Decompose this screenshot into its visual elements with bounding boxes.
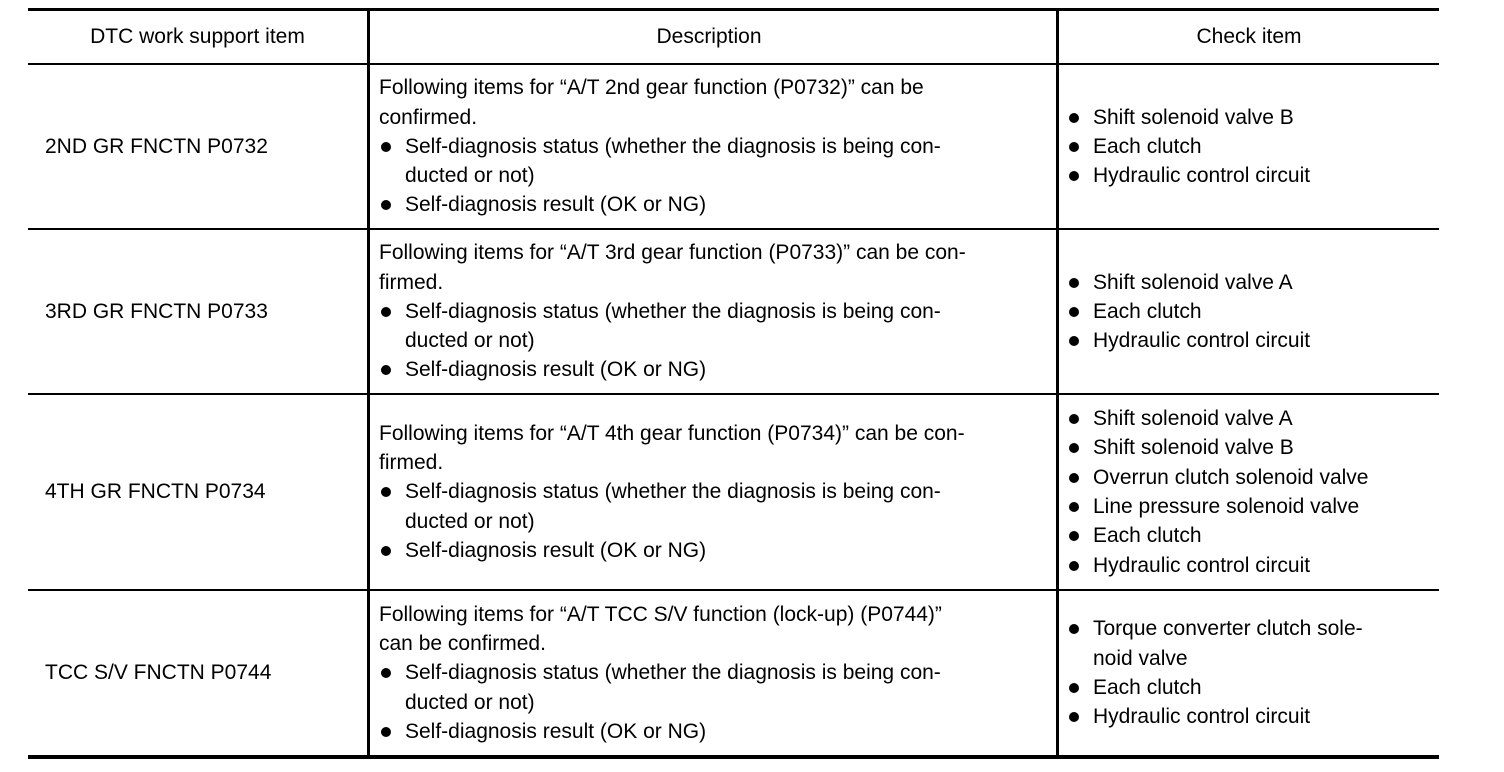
- check-item: [1067, 463, 1439, 492]
- bullet-text-line: Self-diagnosis result (OK or NG): [405, 358, 707, 382]
- bullet-icon: [1067, 673, 1093, 702]
- bullet-icon: [379, 297, 405, 356]
- description-bullet: [379, 477, 1048, 536]
- bullet-icon: [1067, 404, 1093, 433]
- description-intro-line: firmed.: [379, 451, 444, 475]
- bullet-text-line: Self-diagnosis status (whether the diagnosis is being con-: [405, 134, 941, 158]
- check-item: [1067, 132, 1439, 161]
- table-row: [28, 65, 1439, 230]
- header-dtc-work-support-item: DTC work support item: [28, 11, 370, 63]
- description-bullet: [379, 297, 1048, 356]
- check-item-text: Overrun clutch solenoid valve: [1093, 465, 1369, 489]
- check-item-text: Each clutch: [1093, 676, 1202, 699]
- check-item-text: Each clutch: [1093, 524, 1202, 548]
- bullet-icon: [1067, 268, 1093, 297]
- description-intro-line: can be confirmed.: [379, 632, 546, 656]
- check-item: [1067, 161, 1439, 190]
- description-intro-line: Following items for “A/T 2nd gear function (P0732)” can be: [379, 76, 924, 100]
- bullet-text-line: Self-diagnosis result (OK or NG): [405, 719, 707, 743]
- bullet-icon: [1067, 551, 1093, 580]
- bullet-text-line: Self-diagnosis status (whether the diagnosis is being con-: [405, 480, 941, 504]
- description-intro-line: confirmed.: [379, 105, 478, 129]
- bullet-text-line: Self-diagnosis status (whether the diagnosis is being con-: [405, 661, 941, 685]
- check-item: [1067, 297, 1439, 326]
- check-item-text: Hydraulic control circuit: [1093, 553, 1311, 577]
- check-item-text: Hydraulic control circuit: [1093, 705, 1311, 729]
- check-item-text: Each clutch: [1093, 134, 1202, 158]
- description-bullet: [379, 190, 1048, 219]
- description-bullet: [379, 536, 1048, 565]
- check-item: [1067, 326, 1439, 355]
- bullet-text-line: ducted or not): [405, 690, 535, 714]
- check-item: [1067, 702, 1439, 731]
- check-item: [1067, 521, 1439, 550]
- bullet-text-line: ducted or not): [405, 164, 535, 188]
- bullet-icon: [1067, 132, 1093, 161]
- check-item: [1067, 103, 1439, 132]
- check-item: [1067, 551, 1439, 580]
- description-bullet: [379, 658, 1048, 717]
- bullet-text-line: ducted or not): [405, 329, 535, 353]
- check-item-text: Hydraulic control circuit: [1093, 164, 1311, 188]
- bullet-icon: [379, 355, 405, 384]
- check-item-text: Each clutch: [1093, 299, 1202, 323]
- check-item-cell: [1059, 591, 1439, 755]
- description-bullet: [379, 717, 1048, 746]
- bullet-icon: [1067, 103, 1093, 132]
- dtc-item-cell: 2ND GR FNCTN P0732: [28, 65, 370, 228]
- check-item-text: Shift solenoid valve B: [1093, 436, 1294, 460]
- check-item-text: Shift solenoid valve B: [1093, 105, 1294, 129]
- description-cell: [370, 65, 1059, 228]
- check-item: [1067, 433, 1439, 462]
- description-intro-line: Following items for “A/T 4th gear function (P0734)” can be con-: [379, 421, 965, 445]
- bullet-icon: [1067, 433, 1093, 462]
- header-description: Description: [370, 11, 1059, 63]
- bullet-icon: [1067, 614, 1093, 673]
- bullet-icon: [1067, 161, 1093, 190]
- bullet-text-line: Self-diagnosis status (whether the diagnosis is being con-: [405, 299, 941, 323]
- check-item-text: Shift solenoid valve A: [1093, 270, 1293, 294]
- check-item: [1067, 673, 1439, 702]
- description-intro-line: Following items for “A/T TCC S/V function (lock-up) (P0744)”: [379, 602, 942, 626]
- description-cell: [370, 395, 1059, 589]
- check-item-text: Line pressure solenoid valve: [1093, 495, 1360, 518]
- check-item-cell: [1059, 395, 1439, 589]
- dtc-work-support-table: [28, 8, 1439, 759]
- bullet-text-line: Self-diagnosis result (OK or NG): [405, 538, 707, 562]
- check-item-text: noid valve: [1093, 646, 1188, 670]
- check-item-cell: [1059, 65, 1439, 228]
- bullet-icon: [379, 717, 405, 746]
- bullet-text-line: ducted or not): [405, 509, 535, 533]
- table-row: [28, 395, 1439, 591]
- check-item-text: Hydraulic control circuit: [1093, 329, 1311, 353]
- dtc-item-cell: TCC S/V FNCTN P0744: [28, 591, 370, 755]
- table-row: [28, 591, 1439, 755]
- description-cell: [370, 591, 1059, 755]
- bullet-icon: [379, 658, 405, 717]
- bullet-icon: [379, 477, 405, 536]
- bullet-icon: [379, 536, 405, 565]
- description-intro-line: firmed.: [379, 270, 444, 294]
- bullet-icon: [379, 190, 405, 219]
- bullet-icon: [1067, 463, 1093, 492]
- check-item: [1067, 492, 1439, 521]
- check-item-text: Shift solenoid valve A: [1093, 407, 1293, 431]
- description-bullet: [379, 355, 1048, 384]
- check-item-text: Torque converter clutch sole-: [1093, 617, 1363, 641]
- header-check-item: Check item: [1196, 25, 1302, 49]
- description-bullet: [379, 132, 1048, 191]
- bullet-icon: [1067, 702, 1093, 731]
- bullet-icon: [1067, 492, 1093, 521]
- check-item-cell: [1059, 230, 1439, 393]
- description-cell: [370, 230, 1059, 393]
- bullet-icon: [1067, 326, 1093, 355]
- check-item: [1067, 404, 1439, 433]
- dtc-item-cell: 4TH GR FNCTN P0734: [28, 395, 370, 589]
- check-item: [1067, 268, 1439, 297]
- bullet-text-line: Self-diagnosis result (OK or NG): [405, 193, 707, 217]
- bullet-icon: [379, 132, 405, 191]
- table-row: [28, 230, 1439, 395]
- dtc-item-cell: 3RD GR FNCTN P0733: [28, 230, 370, 393]
- check-item: [1067, 614, 1439, 673]
- table-header-row: [28, 11, 1439, 65]
- bullet-icon: [1067, 521, 1093, 550]
- description-intro-line: Following items for “A/T 3rd gear function (P0733)” can be con-: [379, 241, 966, 265]
- bullet-icon: [1067, 297, 1093, 326]
